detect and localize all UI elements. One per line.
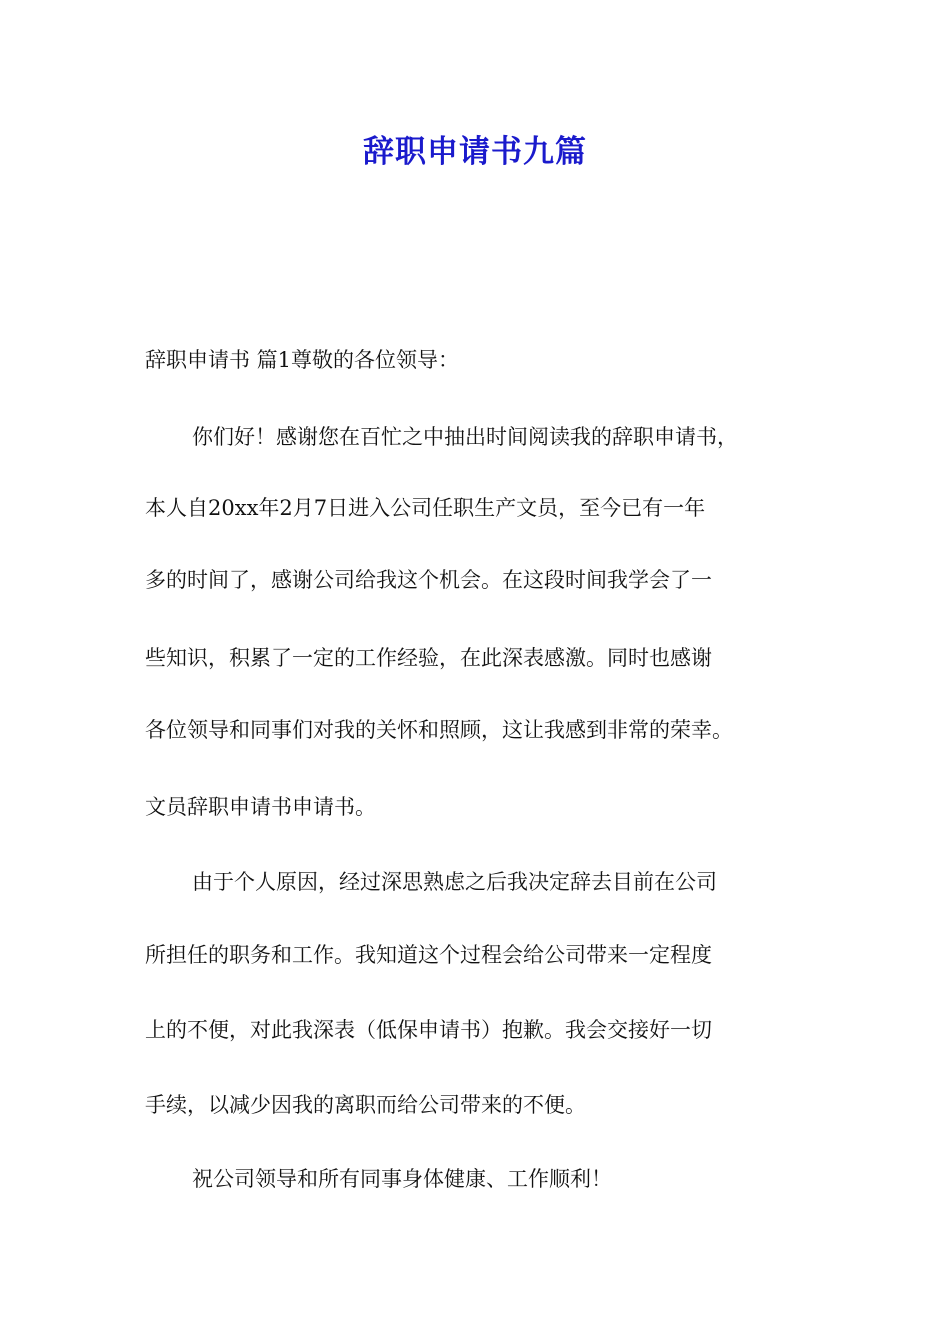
body-line-6: 文员辞职申请书申请书。 xyxy=(145,795,376,819)
body-line-3: 多的时间了，感谢公司给我这个机会。在这段时间我学会了一 xyxy=(145,568,712,592)
body-line-5: 各位领导和同事们对我的关怀和照顾，这让我感到非常的荣幸。 xyxy=(145,718,733,742)
body-line-1: 你们好！感谢您在百忙之中抽出时间阅读我的辞职申请书， xyxy=(192,425,738,449)
document-title: 辞职申请书九篇 xyxy=(363,134,587,170)
body-line-9: 上的不便，对此我深表（低保申请书）抱歉。我会交接好一切 xyxy=(145,1018,712,1042)
body-line-7: 由于个人原因，经过深思熟虑之后我决定辞去目前在公司 xyxy=(192,870,717,894)
salutation-line: 辞职申请书 篇1尊敬的各位领导： xyxy=(145,348,460,372)
body-line-4: 些知识，积累了一定的工作经验，在此深表感激。同时也感谢 xyxy=(145,646,712,670)
body-line-10: 手续，以减少因我的离职而给公司带来的不便。 xyxy=(145,1093,586,1117)
body-line-2: 本人自20xx年2月7日进入公司任职生产文员，至今已有一年 xyxy=(145,496,706,520)
body-line-8: 所担任的职务和工作。我知道这个过程会给公司带来一定程度 xyxy=(145,943,712,967)
closing-wish-line: 祝公司领导和所有同事身体健康、工作顺利！ xyxy=(192,1167,612,1191)
